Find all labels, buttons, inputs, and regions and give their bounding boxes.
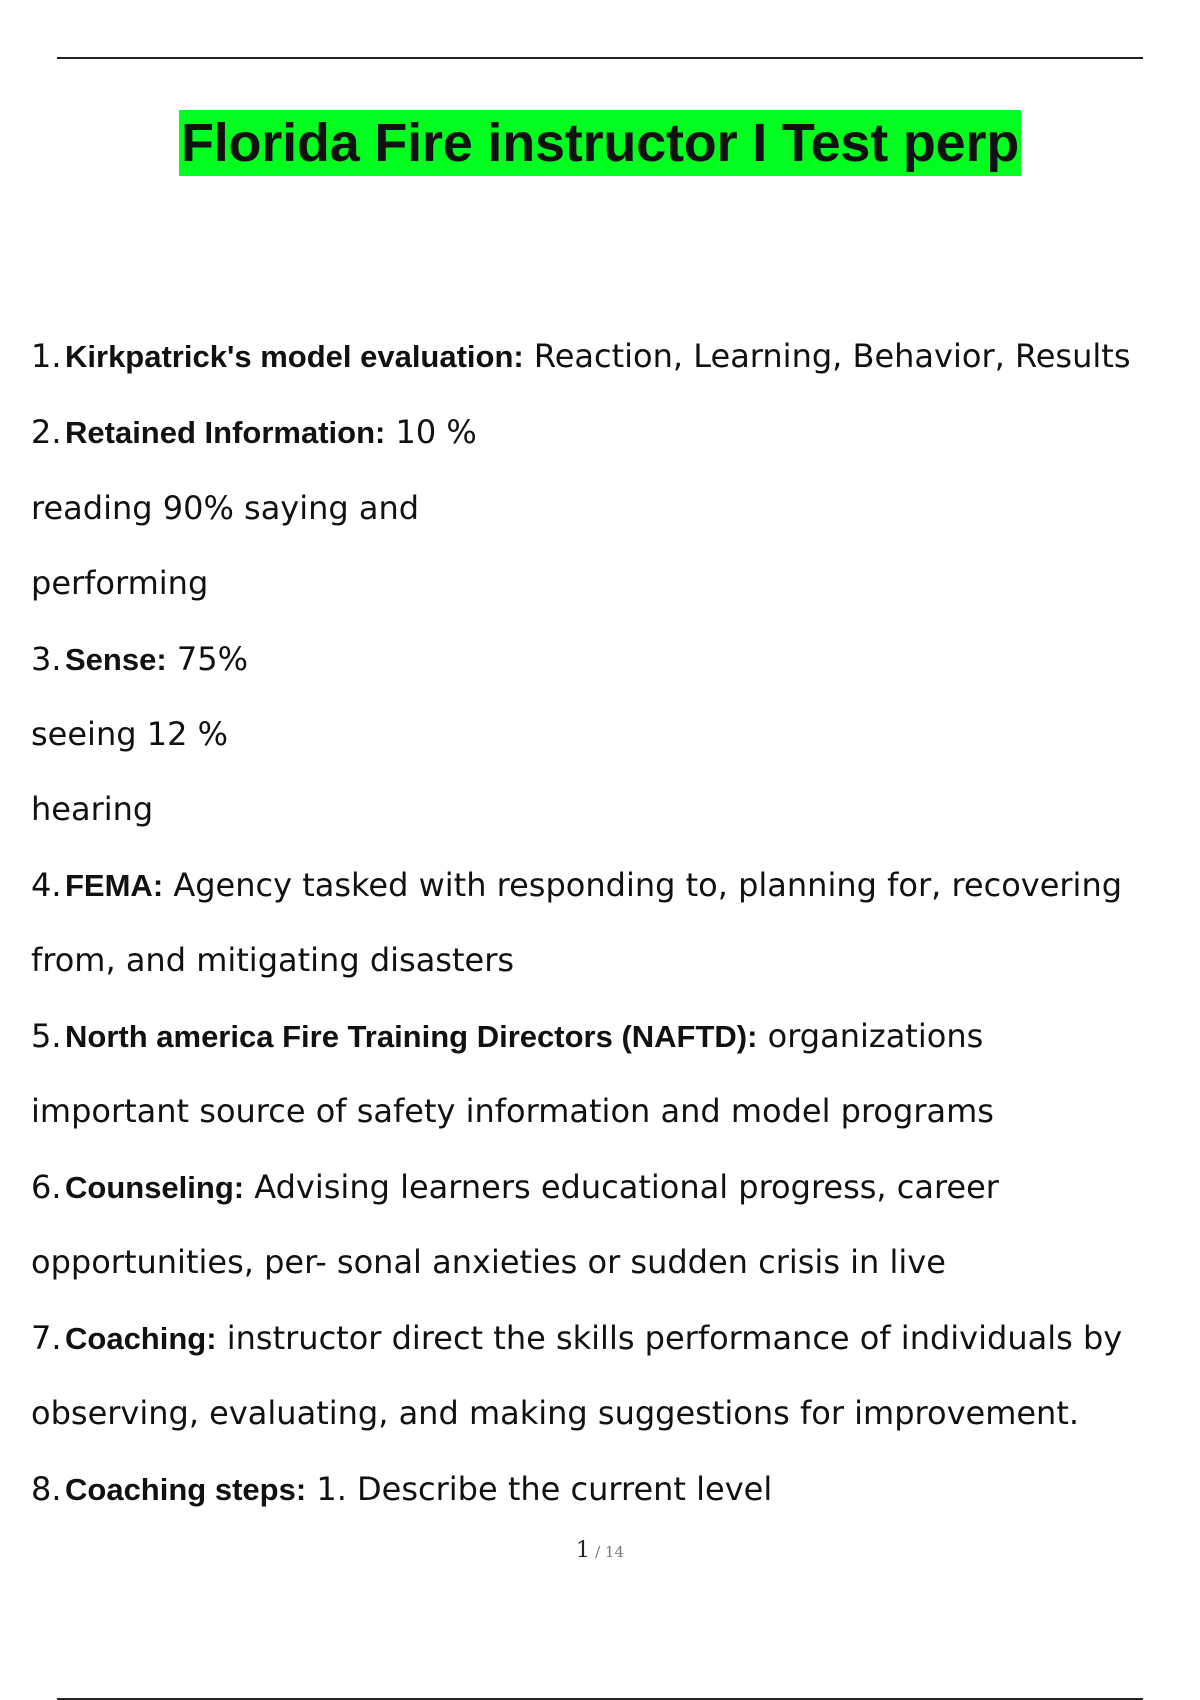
item-term: North america Fire Training Directors (NAFTD): xyxy=(65,1019,758,1054)
item-definition: Agency tasked with responding to, planning for, recovering xyxy=(163,866,1123,904)
item-number: 7. xyxy=(31,1319,62,1357)
document-title: Florida Fire instructor I Test perp xyxy=(179,110,1021,176)
item-term: Counseling: xyxy=(65,1170,245,1205)
item-continuation-line: reading 90% saying and xyxy=(31,489,420,527)
page-current: 1 xyxy=(575,1538,590,1563)
item-definition: 75% xyxy=(166,640,248,678)
item-continuation-line: observing, evaluating, and making suggestions for improvement. xyxy=(31,1394,1080,1432)
item-term: Coaching steps: xyxy=(65,1472,307,1507)
item-number: 4. xyxy=(31,866,62,904)
page-total: / 14 xyxy=(595,1543,624,1561)
item-definition: instructor direct the skills performance of individuals by xyxy=(216,1319,1123,1357)
item-continuation-line: important source of safety information and model programs xyxy=(31,1092,994,1130)
item-continuation-line: from, and mitigating disasters xyxy=(31,941,515,979)
item-continuation-line: seeing 12 % xyxy=(31,715,228,753)
item-term: Retained Information: xyxy=(65,415,386,450)
item-term: Coaching: xyxy=(65,1321,217,1356)
top-divider xyxy=(57,57,1143,59)
item-term: FEMA: xyxy=(65,868,164,903)
list-item xyxy=(31,412,477,453)
item-number: 3. xyxy=(31,640,62,678)
list-item xyxy=(31,639,248,680)
item-definition: Advising learners educational progress, career xyxy=(244,1168,999,1206)
item-definition: 1. Describe the current level xyxy=(306,1470,773,1508)
item-continuation-line: opportunities, per- sonal anxieties or sudden crisis in live xyxy=(31,1243,946,1281)
item-term: Sense: xyxy=(65,642,167,677)
list-item xyxy=(31,1318,1122,1359)
title-container xyxy=(0,110,1200,176)
item-number: 8. xyxy=(31,1470,62,1508)
item-number: 1. xyxy=(31,337,62,375)
item-definition: 10 % xyxy=(385,413,477,451)
item-continuation-line: performing xyxy=(31,564,209,602)
item-number: 5. xyxy=(31,1017,62,1055)
item-term: Kirkpatrick's model evaluation: xyxy=(65,339,524,374)
item-number: 6. xyxy=(31,1168,62,1206)
list-item xyxy=(31,336,1130,377)
item-continuation-line: hearing xyxy=(31,790,154,828)
list-item xyxy=(31,1469,772,1510)
list-item xyxy=(31,1167,999,1208)
item-definition: organizations xyxy=(757,1017,984,1055)
item-number: 2. xyxy=(31,413,62,451)
list-item xyxy=(31,865,1122,906)
page-number xyxy=(0,1538,1200,1563)
list-item xyxy=(31,1016,983,1057)
item-definition: Reaction, Learning, Behavior, Results xyxy=(523,337,1131,375)
